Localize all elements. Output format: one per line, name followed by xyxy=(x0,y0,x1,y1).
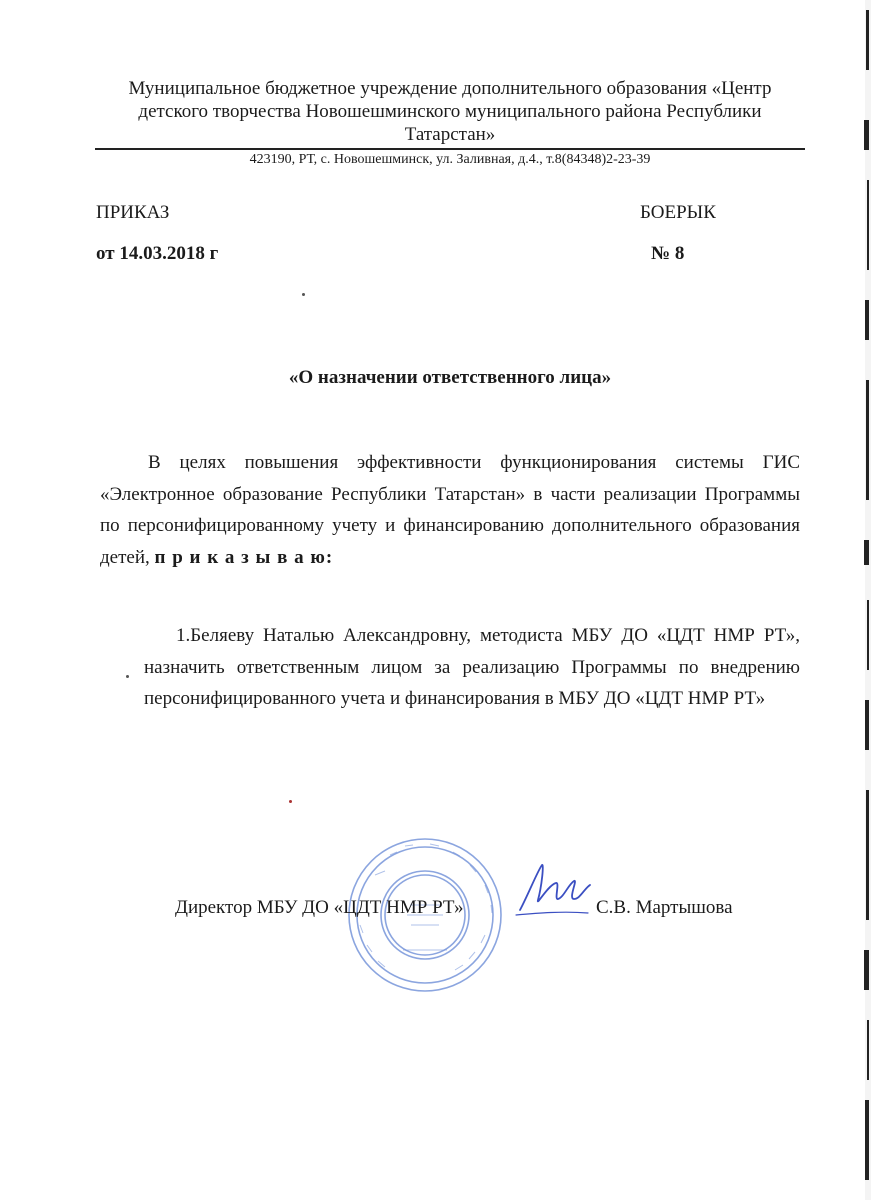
scan-speck xyxy=(126,675,129,678)
header-divider xyxy=(95,148,805,150)
org-line-1: Муниципальное бюджетное учреждение дополнительного образования «Центр xyxy=(128,78,772,99)
handwritten-signature-icon xyxy=(508,855,598,925)
order-word: п р и к а з ы в а ю: xyxy=(154,546,334,568)
signatory-position: Директор МБУ ДО «ЦДТ НМР РТ» xyxy=(175,897,464,918)
scan-speck xyxy=(289,800,292,803)
doc-number: № 8 xyxy=(651,243,685,264)
order-item-1: 1.Беляеву Наталью Александровну, методиста МБУ ДО «ЦДТ НМР РТ», назначить ответственным лицом за реализацию Программы по внедрению персонифицированного учета и финансирования в МБУ ДО «ЦДТ НМР РТ» xyxy=(144,625,800,709)
doc-type-ru: ПРИКАЗ xyxy=(96,202,170,223)
doc-date: от 14.03.2018 г xyxy=(96,243,219,264)
org-line-2: детского творчества Новошешминского муниципального района Республики xyxy=(138,101,762,122)
doc-title: «О назначении ответственного лица» xyxy=(288,367,612,388)
signatory-name: С.В. Мартышова xyxy=(596,897,733,918)
scan-edge-noise xyxy=(832,0,872,1200)
preamble-paragraph xyxy=(100,447,800,573)
doc-type-tt: БОЕРЫК xyxy=(640,202,716,223)
organization-header xyxy=(95,77,805,146)
org-line-3: Татарстан» xyxy=(404,124,496,145)
org-address: 423190, РТ, с. Новошешминск, ул. Заливная, д.4., т.8(84348)2-23-39 xyxy=(249,152,651,167)
scan-speck xyxy=(302,293,305,296)
preamble-text: В целях повышения эффективности функционирования системы ГИС «Электронное образование Республики Татарстан» в части реализации Программы по персонифицированному учету и финансированию дополнительного образования детей, xyxy=(100,452,800,568)
